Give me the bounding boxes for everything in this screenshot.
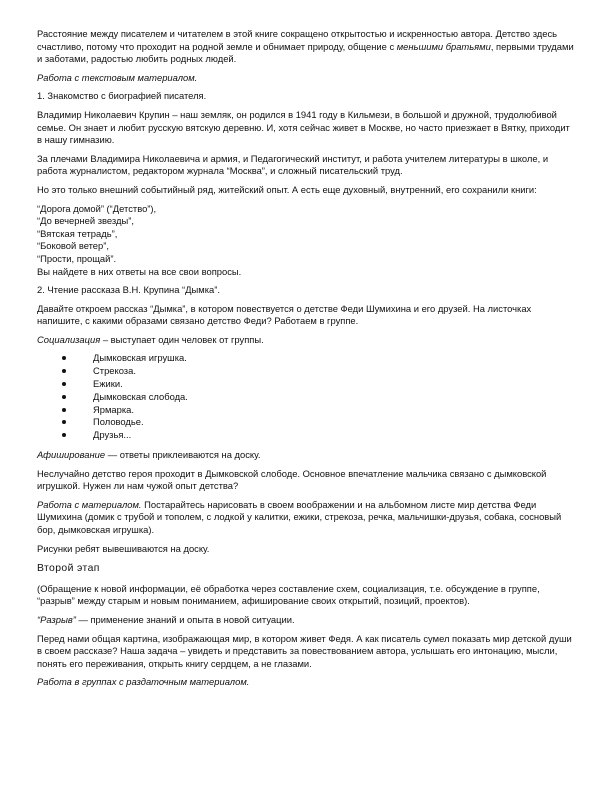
bullet-icon	[62, 356, 66, 360]
biography-paragraph-2: За плечами Владимира Николаевича и армия, и Педагогический институт, и работа учителем литературы в школе, и работа журналистом, редактором журнала “Москва”, и сложный писательский труд.	[37, 152, 549, 177]
book-item: “Вятская тетрадь”,	[37, 227, 118, 239]
intro-text-b: , первыми трудами и заботами, радостью любить родных людей.	[37, 40, 574, 65]
book-item: “Дорога домой” (“Детство”),	[37, 202, 157, 214]
razryv-line	[37, 614, 574, 627]
drawings-line: Рисунки ребят вывешиваются на доску.	[37, 542, 210, 554]
item-2-heading: 2. Чтение рассказа В.Н. Крупина “Дымка”.	[37, 284, 220, 296]
affichage-line	[37, 449, 574, 462]
bullet-icon	[62, 382, 66, 386]
stage-2-paragraph: (Обращение к новой информации, её обработка через составление схем, социализация, т.е. обсуждение в группе, “разрыв” между старым и новым пониманием, афиширование своих открытий, позиций, проектов).	[37, 582, 540, 607]
list-item	[37, 416, 574, 429]
images-bullet-list	[37, 352, 574, 442]
material-term: Работа с материалом.	[37, 498, 142, 510]
list-item	[37, 404, 574, 417]
affichage-term: Афиширование	[37, 449, 106, 461]
bullet-icon	[62, 433, 66, 437]
biography-paragraph-3: Но это только внешний событийный ряд, житейский опыт. А есть еще духовный, внутренний, его сохранили книги:	[37, 183, 537, 195]
books-list	[37, 203, 574, 279]
list-item	[37, 378, 574, 391]
material-paragraph	[37, 499, 574, 537]
picture-paragraph: Перед нами общая картина, изображающая мир, в котором живет Федя. А как писатель сумел показать мир детской души в своем рассказе? Наша задача – увидеть и представить за повествованием автора, услышать его интонацию, мысли, понять его переживания, открыть книгу сердцем, а не глазами.	[37, 632, 572, 669]
list-item-text: Дымковская игрушка.	[93, 352, 187, 364]
socialization-term: Социализация	[37, 333, 101, 345]
razryv-text: — применение знаний и опыта в новой ситуации.	[75, 613, 295, 625]
list-item-text: Ежики.	[93, 378, 123, 390]
intro-paragraph	[37, 28, 574, 66]
reading-paragraph: Давайте откроем рассказ “Дымка”, в котором повествуется о детстве Феди Шумихина и его друзей. На листочках напишите, с какими образами связано детство Феди? Работаем в группе.	[37, 302, 532, 327]
book-item: “Боковой ветер”,	[37, 240, 109, 252]
intro-emphasis: меньшими братьями	[396, 40, 491, 52]
list-item-text: Дымковская слобода.	[93, 390, 188, 402]
list-item	[37, 391, 574, 404]
biography-paragraph-1: Владимир Николаевич Крупин – наш земляк, он родился в 1941 году в Кильмези, в большой и дружной, трудолюбивой семье. Он знает и любит русскую вятскую деревню. И, хотя сейчас живет в Москве, но часто приезжает в Вятку, приходит в нашу гимназию.	[37, 108, 570, 146]
work-text-heading: Работа с текстовым материалом.	[37, 71, 198, 83]
socialization-text: – выступает один человек от группы.	[100, 333, 264, 345]
childhood-paragraph: Неслучайно детство героя проходит в Дымковской слободе. Основное впечатление мальчика связано с дымковской игрушкой. Нужен ли нам чужой опыт детства?	[37, 467, 547, 492]
affichage-text: — ответы приклеиваются на доску.	[105, 449, 261, 461]
material-text: Постарайтесь нарисовать в своем воображении и на альбомном листе мир детства Феди Шумихина (домик с трубой и тополем, с лодкой у калитки, ежики, стрекоза, речка, мальчишки-друзья, собака, сосновый бор, дымковская игрушка).	[37, 498, 562, 536]
books-after: Вы найдете в них ответы на все свои вопросы.	[37, 265, 242, 277]
groups-heading: Работа в группах с раздаточным материалом.	[37, 676, 250, 688]
book-item: “До вечерней звезды”,	[37, 215, 134, 227]
list-item-text: Половодье.	[93, 416, 144, 428]
bullet-icon	[62, 420, 66, 424]
list-item-text: Друзья...	[93, 429, 132, 441]
stage-2-heading: Второй этап	[37, 563, 100, 575]
list-item-text: Ярмарка.	[93, 403, 134, 415]
item-1-heading: 1. Знакомство с биографией писателя.	[37, 90, 207, 102]
list-item	[37, 352, 574, 365]
intro-text-a: Расстояние между писателем и читателем в этой книге сокращено открытостью и искренностью автора. Детство здесь счастливо, потому что проходит на родной земле и обнимает природу, общение с	[37, 28, 558, 52]
razryv-term: “Разрыв”	[37, 613, 76, 625]
bullet-icon	[62, 395, 66, 399]
socialization-line	[37, 334, 574, 347]
list-item	[37, 365, 574, 378]
list-item	[37, 429, 574, 442]
list-item-text: Стрекоза.	[93, 365, 136, 377]
bullet-icon	[62, 369, 66, 373]
book-item: “Прости, прощай”.	[37, 252, 117, 264]
bullet-icon	[62, 408, 66, 412]
